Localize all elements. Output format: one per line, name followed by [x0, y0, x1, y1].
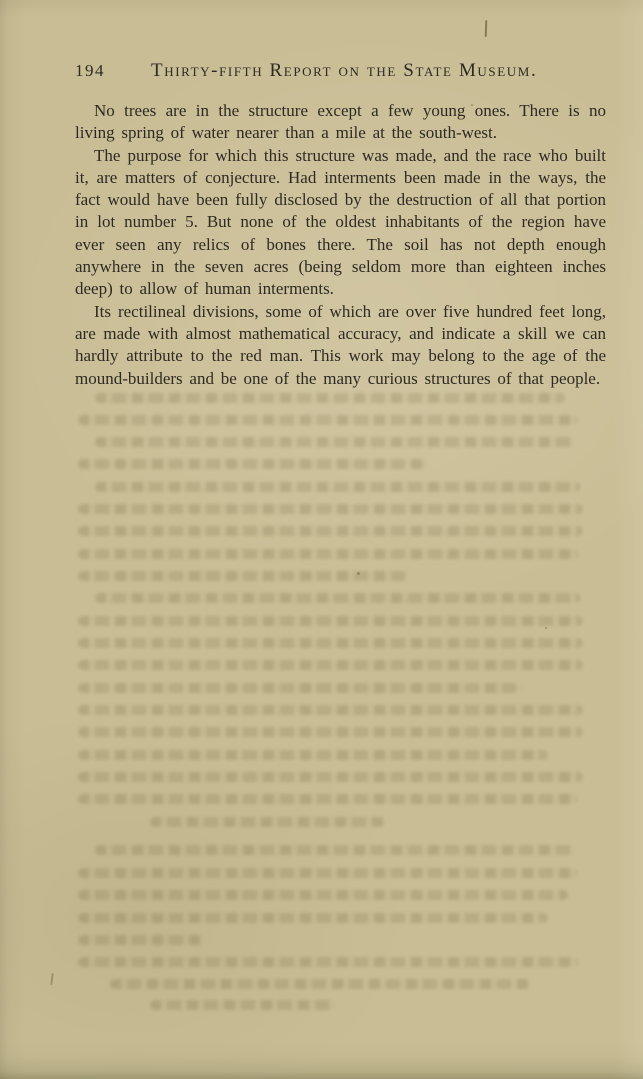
ghost-line	[150, 817, 385, 827]
ghost-line	[95, 437, 575, 447]
ghost-line	[78, 750, 548, 760]
paper-speck	[357, 572, 360, 575]
ghost-line	[78, 957, 578, 967]
ghost-line	[78, 616, 583, 626]
running-head	[75, 60, 607, 82]
ghost-line	[95, 593, 580, 603]
ghost-line	[78, 638, 583, 648]
page-number: 194	[75, 61, 105, 80]
ghost-line	[78, 549, 578, 559]
ghost-line	[78, 935, 203, 945]
paper-speck	[471, 104, 473, 106]
ghost-line	[78, 459, 428, 469]
paper-speck	[160, 352, 162, 354]
ghost-line	[95, 393, 565, 403]
ghost-line	[78, 868, 578, 878]
paragraph: Its rectilineal divisions, some of which are over five hundred feet long, are made with almost mathematical accuracy, and indicate a skill we can hardly attribute to the red man. This work may belong to the age of the mound-builders and be one of the many curious structures of that people.	[75, 301, 606, 388]
ink-mark	[485, 20, 488, 37]
ghost-line	[95, 845, 575, 855]
paragraph: No trees are in the structure except a few young ones. There is no living spring of water nearer than a mile at the south-west.	[75, 101, 606, 143]
ghost-line	[150, 1000, 335, 1010]
ghost-line	[78, 794, 578, 804]
ghost-line	[78, 526, 583, 536]
ghost-line	[78, 890, 568, 900]
ghost-line	[78, 683, 523, 693]
ghost-line	[78, 705, 583, 715]
paper-speck	[545, 627, 547, 629]
ghost-line	[95, 482, 580, 492]
ghost-line	[78, 660, 583, 670]
ghost-line	[78, 772, 583, 782]
ghost-line	[110, 979, 530, 989]
ghost-line	[78, 913, 548, 923]
page-body	[75, 100, 606, 390]
ghost-line	[78, 504, 583, 514]
ink-mark	[50, 973, 53, 985]
running-title: Thirty-fifth Report on the State Museum.	[151, 60, 538, 81]
ghost-line	[78, 727, 583, 737]
ghost-line	[78, 415, 578, 425]
paragraph: The purpose for which this structure was made, and the race who built it, are matters of conjecture. Had interments been made in the ways, the fact would have been fully disclosed by the destruction of all that portion in lot number 5. But none of the oldest inhabitants of the region have ever seen any relics of bones there. The soil has not depth enough anywhere in the seven acres (being seldom more than eighteen inches deep) to allow of human interments.	[75, 145, 606, 299]
